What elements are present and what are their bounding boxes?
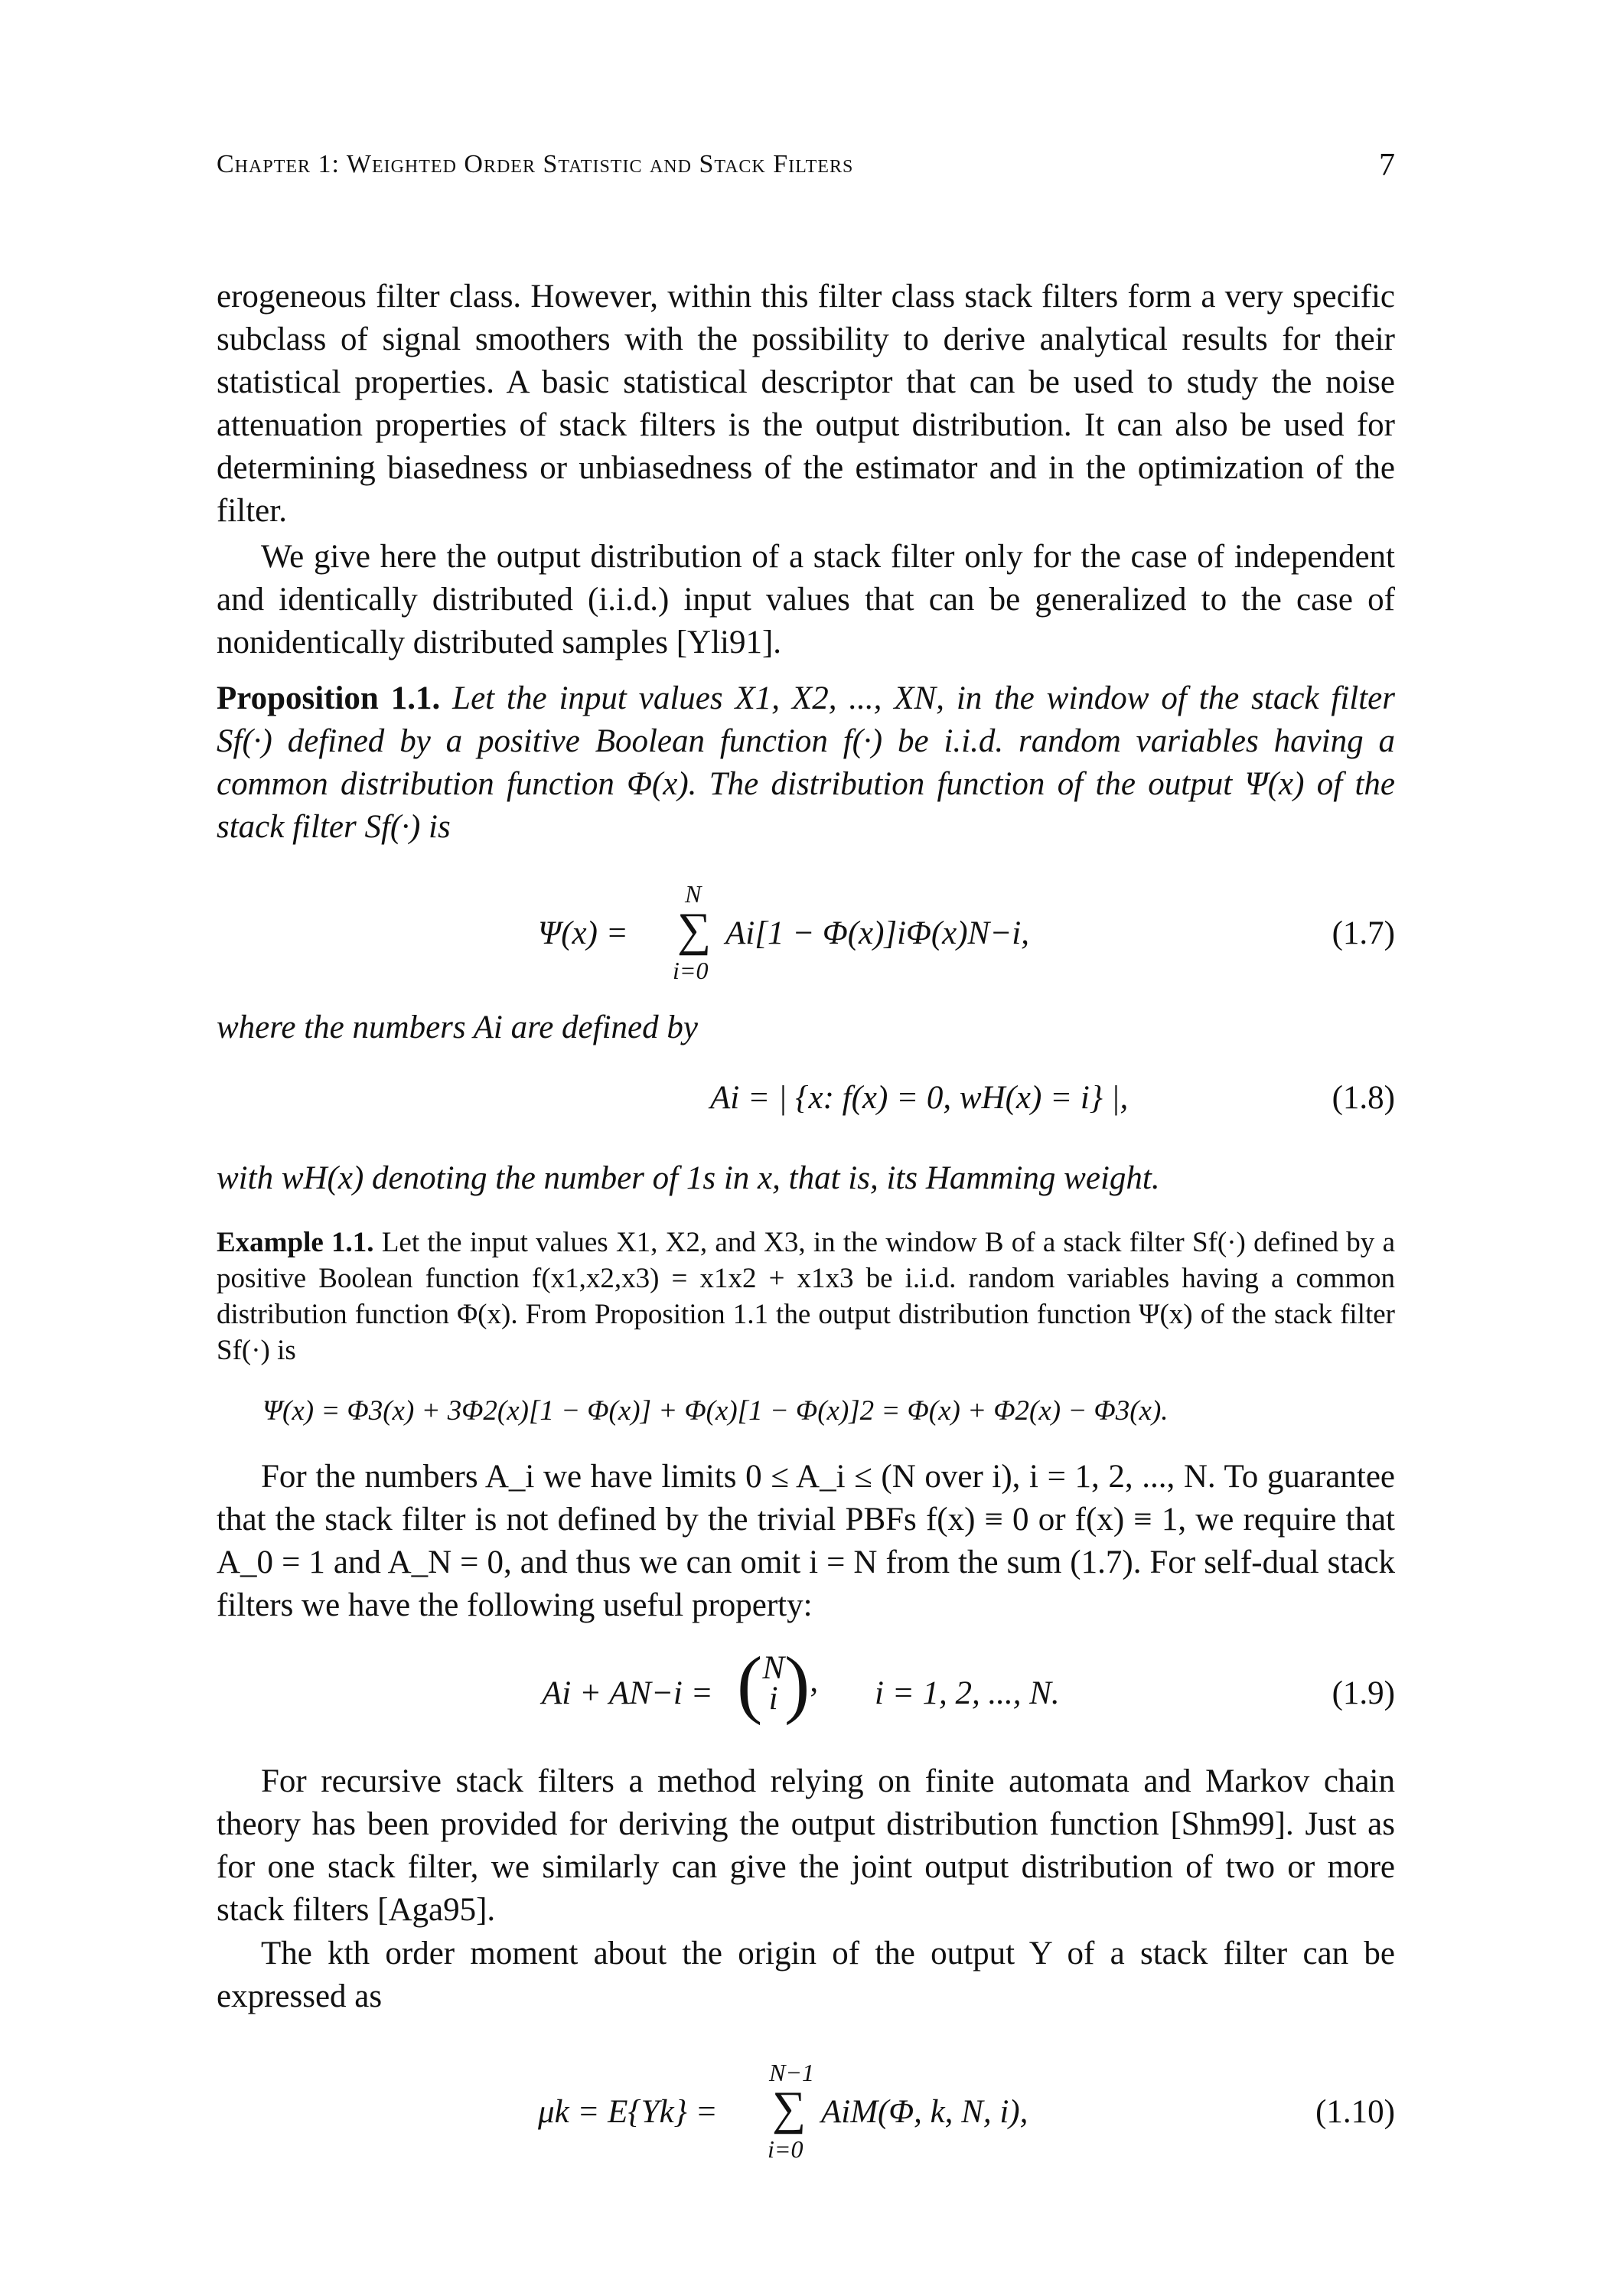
eq110-sum-symbol: ∑ xyxy=(772,2082,807,2135)
paragraph-3 xyxy=(217,1456,1395,1627)
proposition-text xyxy=(217,677,1395,849)
page-number: 7 xyxy=(1379,148,1395,183)
eq110-number: (1.10) xyxy=(1315,2094,1395,2130)
paragraph-1 xyxy=(217,276,1395,533)
eq19-binom-bottom: i xyxy=(768,1681,778,1717)
proposition-label: Proposition 1.1. xyxy=(217,680,441,716)
proposition-body: Let the input values X1, X2, ..., XN, in the window of the stack filter Sf(·) defined by a positive Boolean function f(·) be i.i.d. random variables having a common distribution function Φ(x). The distribution function of the output Ψ(x) of the stack filter Sf(·) is xyxy=(217,680,1395,845)
eq19-binom-stack xyxy=(762,1650,784,1717)
eq-example-body: Ψ(x) = Φ3(x) + 3Φ2(x)[1 − Φ(x)] + Φ(x)[1 − Φ(x)]2 = Φ(x) + Φ2(x) − Φ3(x). xyxy=(262,1395,1169,1427)
paragraph-5 xyxy=(217,1932,1395,2018)
equation-example xyxy=(217,1394,1395,1433)
example-label: Example 1.1. xyxy=(217,1227,374,1258)
where-text: where the numbers Ai are defined by xyxy=(217,1009,698,1045)
paragraph-1-text: erogeneous filter class. However, within this filter class stack filters form a very specific subclass of signal smoothers with the possibility to derive analytical results for their statistical properties. A basic statistical descriptor that can be used to study the noise attenuation properties of stack filters is the output distribution. It can also be used for determining biasedness or unbiasedness of the estimator and in the optimization of the filter. xyxy=(217,279,1395,529)
chapter-title: Chapter 1: Weighted Order Statistic and Stack Filters xyxy=(217,150,854,178)
eq17-upper-limit: N xyxy=(685,880,702,908)
eq110-upper-limit: N−1 xyxy=(769,2059,814,2086)
eq18-body: Ai = | {x: f(x) = 0, wH(x) = i} |, xyxy=(710,1080,1129,1116)
paragraph-4-text: For recursive stack filters a method relying on finite automata and Markov chain theory has been provided for deriving the output distribution function [Shm99]. Just as for one stack filter, we similarly can give the joint output distribution of two or more stack filters [Aga95]. xyxy=(217,1763,1395,1928)
eq19-left-paren: ( xyxy=(737,1641,763,1726)
paragraph-2-text: We give here the output distribution of a stack filter only for the case of independent and identically distributed (i.i.d.) input values that can be generalized to the case of nonidentically distributed samples [Yli91]. xyxy=(217,539,1395,660)
running-header xyxy=(217,150,1395,188)
eq19-right-paren: ) xyxy=(784,1641,810,1726)
eq17-sum-symbol: ∑ xyxy=(677,904,712,956)
example-text xyxy=(217,1225,1395,1368)
eq19-number: (1.9) xyxy=(1332,1675,1395,1711)
eq19-lhs: Ai + AN−i = xyxy=(542,1675,713,1711)
eq17-rhs: Ai[1 − Φ(x)]iΦ(x)N−i, xyxy=(725,915,1029,951)
equation-1-10 xyxy=(217,2059,1395,2174)
eq18-number: (1.8) xyxy=(1332,1080,1395,1116)
paragraph-3-text: For the numbers A_i we have limits 0 ≤ A_i ≤ (N over i), i = 1, 2, ..., N. To guarantee that the stack filter is not defined by the trivial PBFs f(x) ≡ 0 or f(x) ≡ 1, we require that A_0 = 1 and A_N = 0, and thus we can omit i = N from the sum (1.7). For self-dual stack filters we have the following useful property: xyxy=(217,1459,1395,1623)
eq17-lower-limit: i=0 xyxy=(673,957,709,984)
eq110-lhs: μk = E{Yk} = xyxy=(538,2094,718,2130)
eq17-number: (1.7) xyxy=(1332,915,1395,951)
example-1-1 xyxy=(217,1225,1395,1368)
eq17-lhs: Ψ(x) = xyxy=(538,915,628,951)
equation-1-8 xyxy=(217,1079,1395,1125)
eq19-binom-top: N xyxy=(762,1650,784,1686)
paragraph-5-text: The kth order moment about the origin of the output Y of a stack filter can be expressed as xyxy=(217,1936,1395,2014)
eq110-lower-limit: i=0 xyxy=(768,2135,804,2163)
where-line xyxy=(217,1006,1395,1049)
equation-1-9 xyxy=(217,1641,1395,1745)
example-body: Let the input values X1, X2, and X3, in the window B of a stack filter Sf(·) defined by a positive Boolean function f(x1,x2,x3) = x1x2 + x1x3 be i.i.d. random variables having a common distribution function Φ(x). From Proposition 1.1 the output distribution function Ψ(x) of the stack filter Sf(·) is xyxy=(217,1227,1395,1366)
proposition-1-1 xyxy=(217,677,1395,849)
eq19-rhs: i = 1, 2, ..., N. xyxy=(875,1675,1060,1711)
eq110-rhs: AiM(Φ, k, N, i), xyxy=(821,2094,1028,2130)
paragraph-4 xyxy=(217,1760,1395,1932)
paragraph-2 xyxy=(217,536,1395,664)
with-text: with wH(x) denoting the number of 1s in x, that is, its Hamming weight. xyxy=(217,1160,1160,1196)
equation-1-7 xyxy=(217,880,1395,995)
with-line xyxy=(217,1157,1395,1200)
eq19-binomial: ( N i ), xyxy=(737,1641,819,1726)
